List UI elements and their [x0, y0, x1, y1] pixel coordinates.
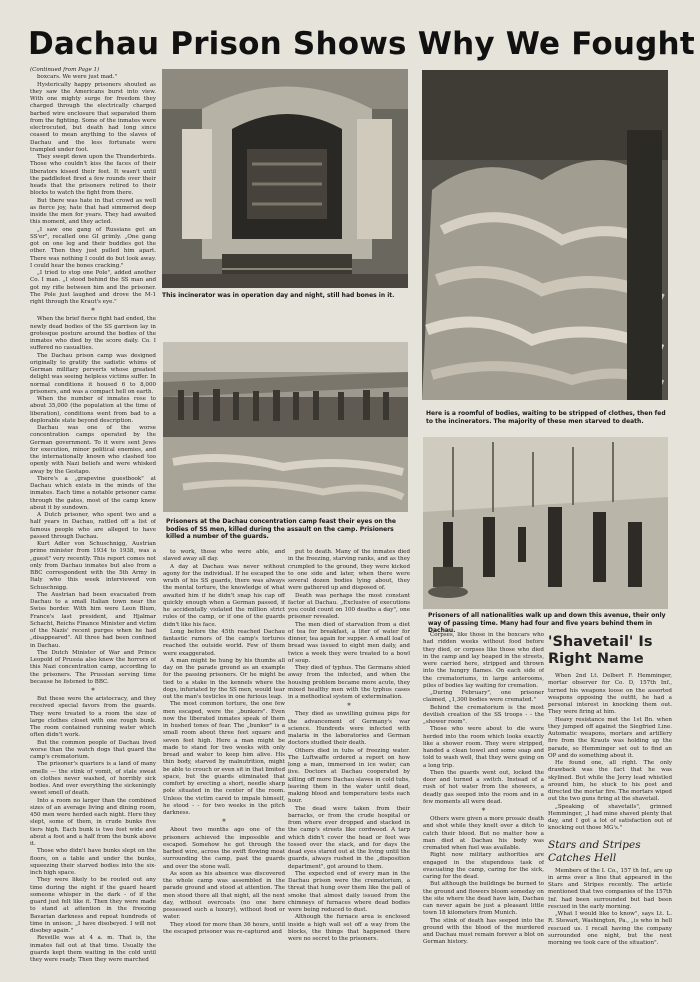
article-paragraph: But although the buildings be burned to the ground and flowers bloom someday on the site where the dead have lain, Dachau can never again be just a pleasant little town 18 kilometers from Munich.	[423, 881, 544, 917]
article-paragraph: He found one, all right. The only drawback was the fact that he was skylined. But while the Jerry lead whistled around him, he stuck to his post and directed the mortar fire. The mortars wiped out the two guns firing at the shavetail.	[548, 760, 672, 803]
article-paragraph: Those who were about to die were herded into the room which looks exactly like a shower room. They were stripped, handed a clean towel and some soap and told to wash well, that they were going on a long trip.	[423, 726, 544, 769]
article-paragraph: „During February", one prisoner claimed, „1,300 bodies were cremated."	[423, 690, 544, 704]
article-paragraph: As soon as his absence was discovered the whole camp was assembled in the parade ground and stood at attention. The men stood there all that night, all the next day, without overcoats (no one here possessed such a luxury), without food or water.	[163, 870, 285, 921]
page-headline: Dachau Prison Shows Why We Fought	[28, 26, 695, 62]
article-paragraph: Into a room no larger than the combined sizes of an average living and dining room, 450 men were herded each night. Here they slept, some of them, in crude bunks five tiers high. Each bunk is two feet wide and about a foot and a half from the bunk above it.	[30, 797, 156, 847]
article-paragraph: They stood for more than 36 hours, until the escaped prisoner was re-captured and	[163, 921, 285, 935]
section-divider: *	[91, 307, 95, 316]
article-paragraph: Then the guards went out, locked the door and turned a switch. Instead of a rush of hot water from the showers, a deadly gas seeped into the room and in a few moments all were dead.	[423, 769, 544, 805]
article-paragraph: When 2nd Lt. Delbert F. Hemminger, mortar observer for Co. D, 157th Inf., turned his weapons loose on the assorted weapons opposing the outfit, he had a personal interest in knocking them out. They were firing at him.	[548, 673, 672, 716]
article-paragraph: They swept down upon the Thunderbirds. Those who couldn't kiss the faces of their liberators kissed their feet. It wasn't until the paddlefeet fired a few rounds over their heads that the prisoners retired to their blocks to watch the fight from there.	[30, 154, 156, 197]
article-paragraph: „What I would like to know", says Lt. L. R. Stewart, Washington, Pa., „is who in hell rescued us. I recall having the company surrounded one night, but the next morning we took care of the situation".	[548, 911, 672, 946]
article-paragraph: A man might be hung by his thumbs all day on the parade ground as an example for the passing prisoners. Or he might be tied to a stake in the kennels where the dogs, infuriated by the SS men, would tear out the man's testicles in one furious leap.	[163, 657, 285, 700]
article-paragraph: There's a „grapevine guestbook" at Dachau which exists in the minds of the inmates. Each time a notable prisoner came through the gates, most of the camp knew about it by sundown.	[30, 475, 156, 511]
continued-note: (Continued from Page 1)	[30, 67, 100, 73]
article-paragraph: The stink of death has seeped into the ground with the blood of the murdered and Dachau must remain forever a blot on German history.	[423, 917, 544, 946]
section-divider: *	[481, 807, 486, 815]
stars-stripes-headline: Stars and Stripes Catches Hell	[548, 838, 641, 864]
section-divider: *	[222, 818, 226, 827]
article-paragraph: Others were given a more prosaic death and shot while they knelt over a ditch to catch their blood. But no matter how a man died at Dachau his body was cremated when fuel was available.	[423, 816, 544, 851]
article-paragraph: Members of the I. Co., 157 th Inf., are up in arms over a line that appeared in the Stars and Stripes recently. The article mentioned that two companies of the 157th Inf. had been surrounded but had been rescued in the early morning.	[548, 867, 672, 910]
article-column-5	[548, 632, 672, 974]
article-paragraph: „Speaking of shavetails", grinned Hemminger, „I had mine shaved plenty that day, and I got a lot of satisfaction out of knocking out those MG's."	[548, 803, 672, 832]
section-divider: *	[347, 702, 351, 711]
article-paragraph: „I tried to stop one Pole", added another Co. I man. „I stood behind the SS man and got my rifle between him and the prisoner. The Pole just laughed and drove the M-1 right through the Kraut's eye."	[30, 270, 156, 305]
photo-incinerator	[162, 69, 408, 288]
photo-prisoners-feast	[163, 342, 408, 512]
article-paragraph: The prisoner's quarters is a land of many smells — the stink of vomit, of stale sweat on clothes never washed, of horribly sick bodies. And over everything the sickeningly sweet smell of death.	[30, 761, 156, 797]
article-paragraph: The dead were taken from their barracks, or from the crude hospital or from where ever dropped and stacked in the camp's streets like cordwood. A tarp which didn't cover the head or feet was tossed over the stack, and for days the dead eyes stared out at the living until the guards, always rushed in the „disposition department", got around to them.	[288, 805, 410, 870]
article-paragraph: Kurt Adler von Schuschnigg, Austrian prime minister from 1934 to 1938, was a „guest" very recently. This report comes not only from Dachau inmates but also from a BBC correspondent with the 5th Army in Italy who this week interviewed von Schuschnigg.	[30, 541, 156, 591]
article-paragraph: Right now military authorities are engaged in the stupendous task of evacuating the camp, caring for the sick, caring for the dead.	[423, 852, 544, 880]
article-paragraph: Long before the 45th reached Dachau fantastic rumors of the camp's tortures reached the outside world. Few of them were exaggerated.	[163, 628, 285, 657]
article-paragraph: put to death. Many of the inmates died in the freezing, starving ranks, and as they crumpled to the ground, they were kicked to one side and later, when there were several dozen bodies lying about, they were gathered up and disposed of.	[288, 549, 410, 592]
article-paragraph: Those who didn't have bunks slept on the floors, on a table and under the bunks, squeezing their starved bodies into the six-inch high space.	[30, 848, 156, 876]
article-paragraph: The Austrian had been evacuated from Dachau to a small Italian town near the Swiss border. With him were Leon Blum, France's last president, and Hjalmar Schacht, Reichs Finance Minister and victim of the Nazis' recent purges when he had „disappeared". All three had been confined in Dachau.	[30, 591, 156, 649]
article-paragraph: The men died of starvation from a diet of tea for breakfast, a liter of water for dinner, tea again for supper. A small loaf of bread was issued to eight men daily, and twice a week they were treated to a bowl of soup.	[288, 621, 410, 664]
article-paragraph: But these were the aristocracy, and they received special favors from the guards. They were treated to a room the size of large clothes closet with one rough bunk. The room contained running water which often didn't work.	[30, 696, 156, 739]
article-paragraph: Others died in tubs of freezing water. The Luftwaffe ordered a report on how long a man, immersed in ice water, can live. Doctors at Dachau cooperated by killing off more Dachau slaves in cold tubs, leaving them in the water until dead, making blood and temperature tests each hour.	[288, 747, 410, 805]
article-paragraph: Death was perhaps the most constant factor at Dachau. „Exclusive of executions you could count on 100 deaths a day", one prisoner revealed.	[288, 592, 410, 621]
article-paragraph: Dachau was one of the worse concentration camps operated by the German government. To it were sent Jews for execution, minor political enemies, and the internationally known who clashed too openly with Nazi beliefs and were whisked away by the Gestapo.	[30, 425, 156, 475]
section-divider: *	[91, 687, 95, 695]
article-paragraph: The most common torture, the one few men escaped, were the „bunkers". Even now the liberated inmates speak of them in hushed tones of fear. The „bunker" is a small room about three feet square and seven feet high. Here a man might be made to stand for two weeks with only bread and water to keep him alive. His thin body, starved by malnutrition, might be able to crouch or even sit in that limited space, but the guards eliminated that comfort by erecting a short, needle sharp pole situated in the center of the room. Unless the victim cared to impale himself, he stood - - for two weeks in the pitch darkness.	[163, 701, 285, 816]
caption-prisoners-walk: Prisoners of all nationalities walk up and down this avenue, their only way of passing time. Many had four and five years behind them in Dachau.	[428, 612, 666, 635]
caption-incinerator: This incinerator was in operation day and night, still had bones in it.	[162, 292, 395, 299]
article-paragraph: The expected end of every man in the Dachau prison were the crematorium, a threat that hung over them like the pall of smoke that almost daily issued from the chimneys of furnaces where dead bodies were being reduced to dust.	[288, 870, 410, 913]
article-column-4	[423, 632, 544, 974]
article-paragraph: The Dutch Minister of War and Prince Leopold of Prussia also knew the horrors of this Nazi concentration camp, according to the prisoners. The Prussian serving time because he listened to BBC.	[30, 649, 156, 685]
caption-bodies: Here is a roomful of bodies, waiting to be stripped of clothes, then fed to the incinerators. The majority of these men starved to death.	[426, 410, 666, 425]
photo-prisoners-walk	[423, 437, 668, 609]
article-paragraph: A Dutch prisoner, who spent two and a half years in Dachau, rattled off a list of famous people who are alleged to have passed through Dachau.	[30, 512, 156, 540]
article-paragraph: A day at Dachau was never without agony for the individual. If he escaped the wrath of his SS guards, there was always the mental torture, the knowledge of what awaited him if he didn't snap his cap off quickly enough when a German passed, if he accidentally violated the million strict rules of the camp, or if one of the guards didn't like his face.	[163, 563, 285, 628]
article-paragraph: Corpses, like those in the boxcars who had ridden weeks without food before they died, or corpses like those who died in the camp and lay heaped in the streets, were carried here, stripped and thrown into the hungry flames. On each side of the crematoriums, in large anterooms, piles of bodies lay waiting for cremation.	[423, 632, 544, 689]
shavetail-headline: 'Shavetail' Is Right Name	[548, 634, 653, 667]
article-paragraph: „I saw one gang of Russians get an SS'er", recalled one GI grimly. „One gang got on one leg and their buddies got the other. Then they just pulled him apart. There was nothing I could do but look away. I could hear the bones cracking."	[30, 226, 156, 269]
article-paragraph: Heavy resistance met the 1st Bn. when they jumped off against the Siegfried Line. Automatic weapons, mortars and artillery fire from the Krauts was holding up the parade, so Hemminger set out to find an OP and do something about it.	[548, 716, 672, 759]
article-paragraph: They died as unwilling guinea pigs for the advancement of Germany's war science. Hundreds were infected with malaria in the laboratories and German doctors studied their death.	[288, 711, 410, 747]
article-paragraph: Behind the crematorium is the most devilish creation of the SS troops - - the „shower room".	[423, 704, 544, 725]
article-paragraph: About two months ago one of the prisoners achieved the impossible and escaped. Somehow he got through the barbed wire, across the swift flowing moat surrounding the camp, past the guards and over the stone wall.	[163, 827, 285, 870]
article-column-3	[288, 549, 410, 974]
article-paragraph: They were likely to be routed out any time during the night if the guard heard someone whisper in the dark - of if the guard just felt like it. Then they were made to stand at attention in the freezing Bavarian darkness and repeat hundreds of time in unison: „I have disobeyed. I will not disobey again."	[30, 877, 156, 934]
article-paragraph: When the brief fierce fight had ended, the newly dead bodies of the SS garrison lay in grotesque posture around the bodies of the inmates who died by the score daily. Co. I suffered no casualties.	[30, 316, 156, 352]
article-paragraph: They died of typhus. The Germans shied away from the infected, and when the housing problem became more acute, they mixed healthy men with the typhus cases in a methodical system of extermination.	[288, 665, 410, 700]
article-paragraph: But there was hate in that crowd as well as fierce joy, hate that had simmered deep inside the men for years. They had awaited this moment, and they acted.	[30, 197, 156, 226]
photo-bodies	[422, 70, 668, 400]
article-paragraph: Reveille was at 4 a. m. That is, the inmates fall out at that time. Usually the guards kept them waiting in the cold until they were ready. Then they were marched	[30, 935, 156, 963]
caption-prisoners-feast: Prisoners at the Dachau concentration camp feast their eyes on the bodies of SS men, killed during the assault on the camp. Prisioners killed a number of the guards.	[166, 518, 396, 541]
article-paragraph: When the number of inmates rose to about 35,000 (the population at the time of liberation), conditions went from bad to a deplorable state beyond description.	[30, 396, 156, 424]
article-paragraph: Hysterically happy prisoners shouted as they saw the Americans burst into view. With one mighty surge for freedom they charged through the electrically charged barbed wire enclosure that separated them from the fighting. Some of the inmates were electrocuted, but death had long since ceased to mean anything to the slaves of Dachau and the less fortunate were trampled under foot.	[30, 81, 156, 153]
article-paragraph: The Dachau prison camp was designed originally to gratify the sadistic whims of German military perverts whose greatest delight was seeing helpless victims suffer. In normal conditions it housed 6 to 8,000 prisoners, and was a compact hell on earth.	[30, 352, 156, 395]
article-column-1	[30, 67, 156, 972]
article-column-2	[163, 549, 285, 974]
article-paragraph: But the common people of Dachau lived worse than the watch dogs that guard the camp's crematorium.	[30, 739, 156, 760]
article-paragraph: Although the furnace area is enclosed inside a high wall set off a way from the blocks, the things that happened there were no secret to the prisoners.	[288, 914, 410, 942]
article-paragraph: boxcars. We were just mad."	[37, 74, 118, 81]
article-paragraph: to work, those who were able, and slaved away all day.	[163, 549, 285, 563]
